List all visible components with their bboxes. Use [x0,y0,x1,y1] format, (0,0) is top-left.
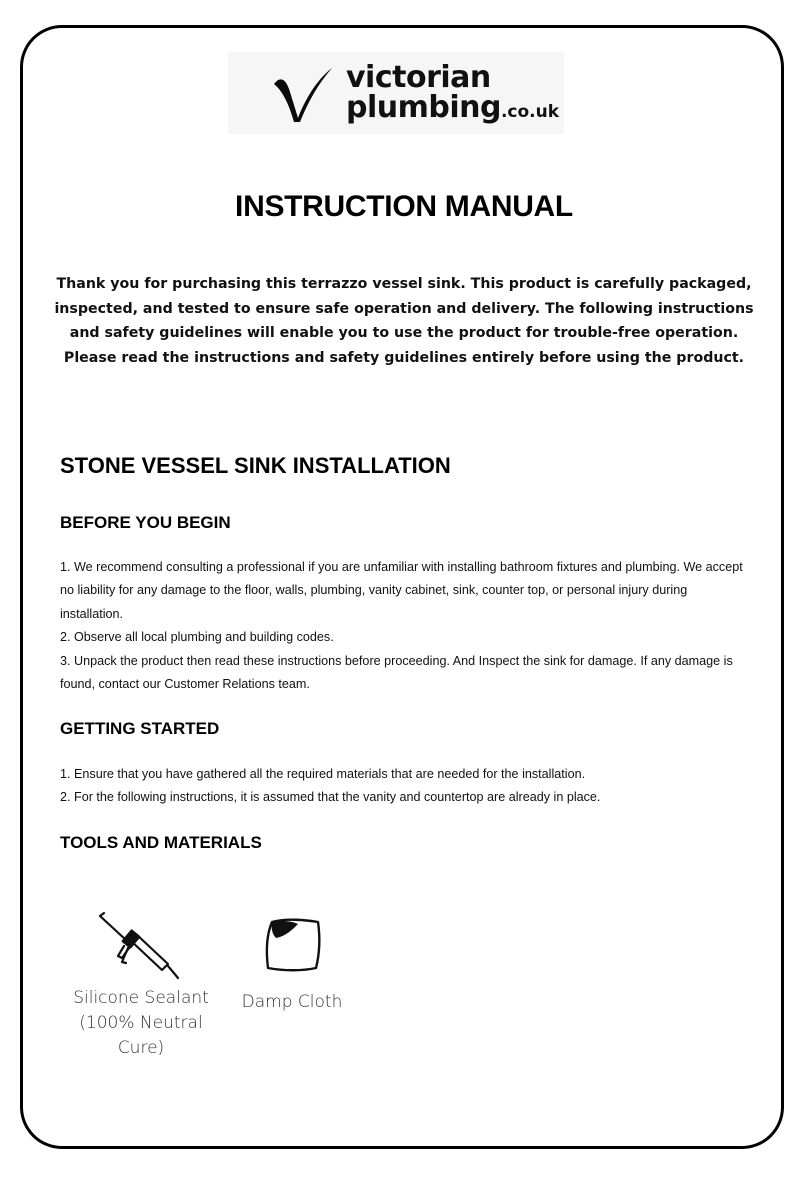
getting-started-list [60,763,750,810]
tool-label-line: (100% Neutral [79,1013,203,1033]
list-item: 1. Ensure that you have gathered all the required materials that are needed for the installation. [60,767,586,781]
tool-label-line: Silicone Sealant [73,988,209,1008]
tool-label-line: Cure) [117,1038,165,1058]
list-item: 1. We recommend consulting a professional if you are unfamiliar with installing bathroom fixtures and plumbing. We accept no liability for any damage to the floor, walls, plumbing, vanity cabinet, sink, counter top, or personal injury during installation. [60,560,743,621]
list-item: 2. Observe all local plumbing and building codes. [60,630,334,645]
caulking-gun-icon [96,910,186,985]
before-you-begin-list [60,556,750,696]
intro-paragraph: Thank you for purchasing this terrazzo vessel sink. This product is carefully packaged, inspected, and tested to ensure safe operation and delivery. The following instructions and safety guidelines will enable you to use the product for trouble-free operation. Please read the instructions and safety guidelines entirely before using the product. [54,276,754,366]
cloth-icon [262,916,324,974]
tools-materials-heading: TOOLS AND MATERIALS [60,833,262,852]
section-title: STONE VESSEL SINK INSTALLATION [60,453,451,478]
tool-label-damp-cloth: Damp Cloth [241,992,343,1012]
list-item: 3. Unpack the product then read these instructions before proceeding. And Inspect the sink for damage. If any damage is found, contact our Customer Relations team. [60,653,733,692]
list-item: 2. For the following instructions, it is assumed that the vanity and countertop are already in place. [60,790,601,805]
tool-label-silicone-sealant [60,986,222,1061]
logo-word-victorian: victorian [346,60,491,95]
page-title: INSTRUCTION MANUAL [235,190,573,223]
brand-logo [228,52,564,134]
before-you-begin-heading: BEFORE YOU BEGIN [60,513,231,532]
getting-started-heading: GETTING STARTED [60,719,220,738]
logo-v-mark-icon [270,62,336,124]
logo-word-plumbing-text: plumbing [346,90,501,125]
logo-word-plumbing [346,92,559,128]
logo-tld: .co.uk [500,102,560,122]
